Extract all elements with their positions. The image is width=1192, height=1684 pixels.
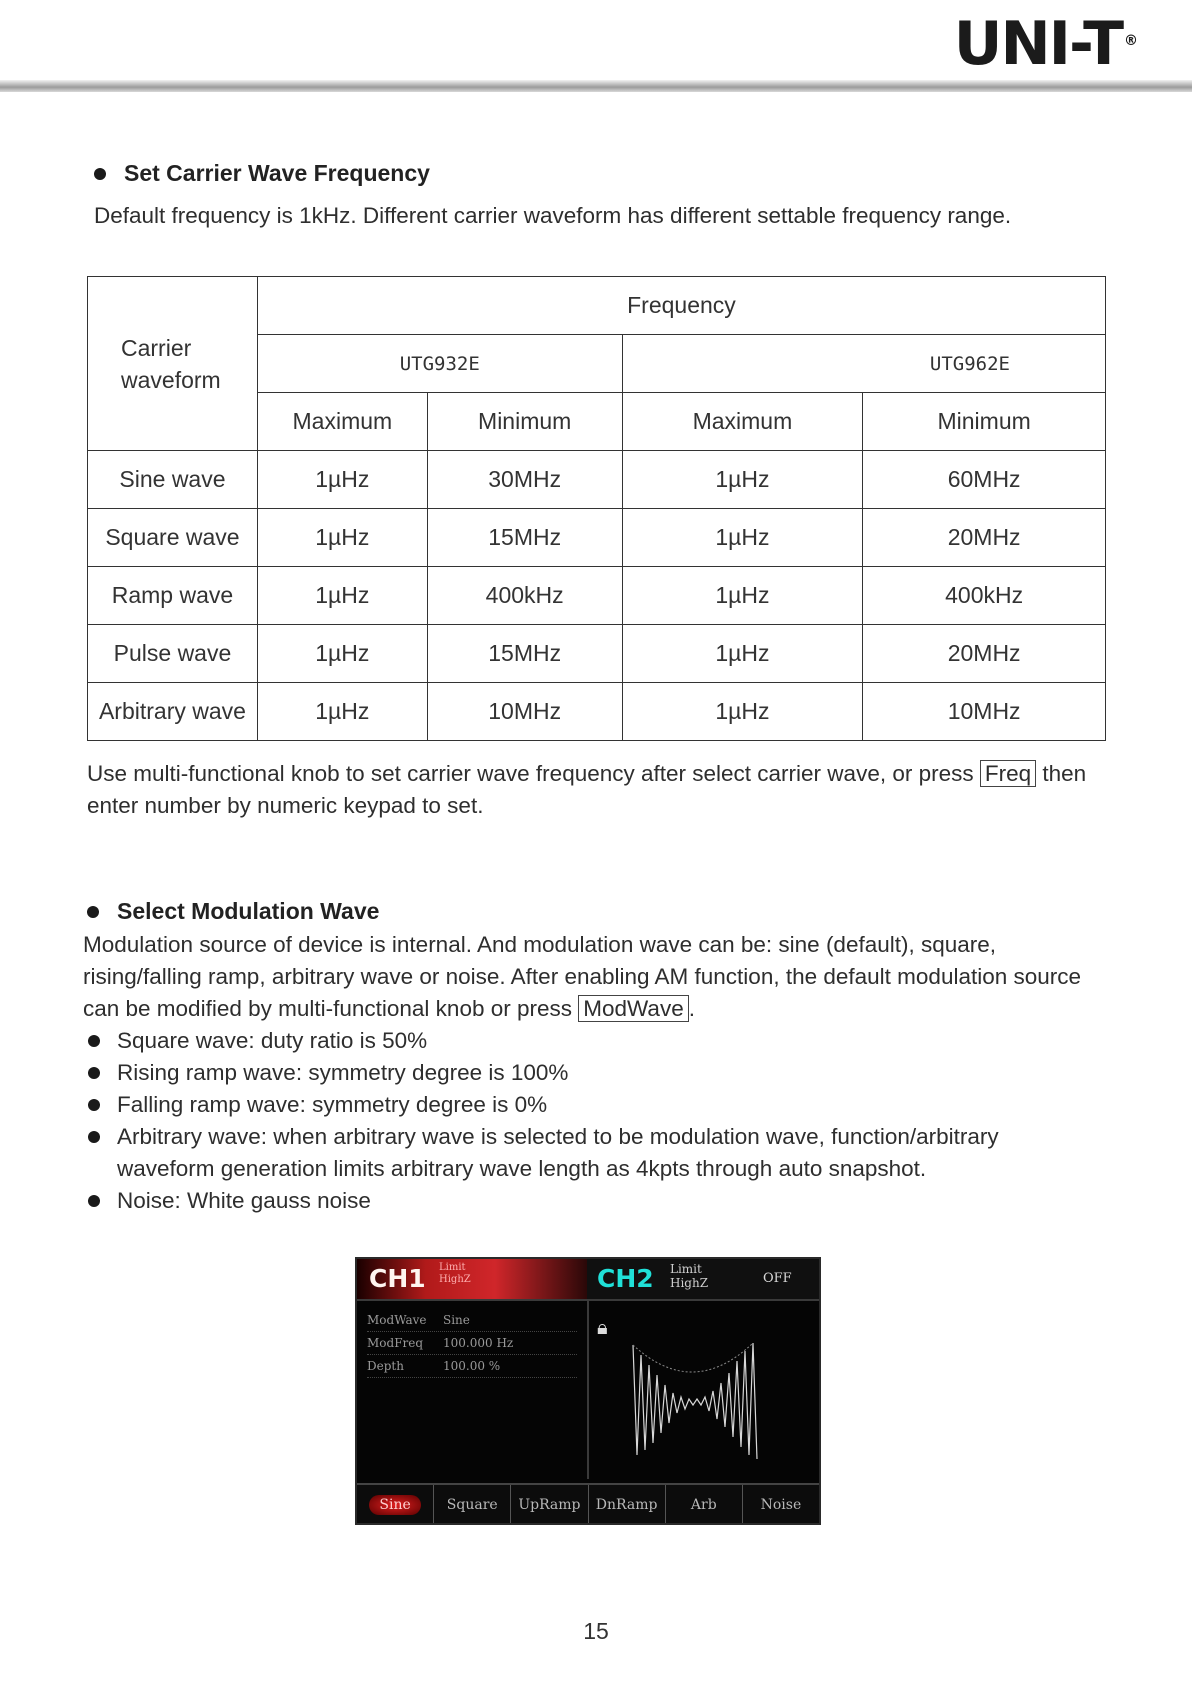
softkey-square[interactable]: Square — [434, 1485, 511, 1525]
subheader-maximum: Maximum — [622, 393, 863, 451]
value-cell: 20MHz — [863, 509, 1106, 567]
param-row: ModFreq 100.000 Hz — [367, 1332, 577, 1355]
modulation-params — [367, 1309, 577, 1378]
value-cell: 1µHz — [257, 451, 427, 509]
registered-mark: ® — [1124, 33, 1138, 49]
list-item: Arbitrary wave: when arbitrary wave is selected to be modulation wave, function/arbitrary waveform generation limits arbitrary wave length as 4kpts through auto snapshot. — [86, 1121, 1086, 1185]
bullet-icon — [94, 168, 106, 180]
softkey-sine[interactable]: Sine — [357, 1485, 434, 1525]
list-item: Square wave: duty ratio is 50% — [86, 1025, 1086, 1057]
value-cell: 1µHz — [622, 683, 863, 741]
carrier-waveform-header: Carrier waveform — [88, 277, 258, 451]
subheader-maximum: Maximum — [257, 393, 427, 451]
subheader-minimum: Minimum — [863, 393, 1106, 451]
lock-icon: 🔒︎ — [597, 1315, 608, 1339]
frequency-range-table — [87, 276, 1106, 741]
freq-key: Freq — [980, 760, 1036, 787]
table-row — [88, 683, 1106, 741]
freq-instruction: Use multi-functional knob to set carrier wave frequency after select carrier wave, or press Freq then enter number by numeric keypad to set. — [87, 761, 1087, 818]
value-cell: 10MHz — [863, 683, 1106, 741]
value-cell: 1µHz — [257, 625, 427, 683]
page-number: 15 — [583, 1618, 609, 1644]
ch1-label: CH1 — [369, 1264, 426, 1293]
value-cell: 1µHz — [257, 567, 427, 625]
list-item: Noise: White gauss noise — [86, 1185, 1086, 1217]
value-cell: 10MHz — [427, 683, 622, 741]
value-cell: 1µHz — [622, 509, 863, 567]
value-cell: 1µHz — [257, 509, 427, 567]
section-heading-carrier-frequency: Set Carrier Wave Frequency — [94, 160, 430, 187]
waveform-cell: Arbitrary wave — [88, 683, 258, 741]
waveform-cell: Pulse wave — [88, 625, 258, 683]
value-cell: 1µHz — [257, 683, 427, 741]
modwave-key: ModWave — [578, 995, 688, 1022]
ch2-output-state: OFF — [763, 1271, 792, 1286]
table-row — [88, 451, 1106, 509]
modulation-envelope — [633, 1343, 753, 1372]
waveform-cell: Sine wave — [88, 451, 258, 509]
value-cell: 1µHz — [622, 567, 863, 625]
header-rule — [0, 80, 1192, 92]
bullet-icon — [87, 906, 99, 918]
list-item: Falling ramp wave: symmetry degree is 0% — [86, 1089, 1086, 1121]
modulation-wave-list — [86, 1025, 1086, 1217]
value-cell: 15MHz — [427, 625, 622, 683]
channel-status-bar — [357, 1259, 819, 1301]
value-cell: 400kHz — [863, 567, 1106, 625]
list-item: Rising ramp wave: symmetry degree is 100% — [86, 1057, 1086, 1089]
ch2-limit: Limit HighZ — [670, 1262, 709, 1290]
value-cell: 15MHz — [427, 509, 622, 567]
am-waveform-display — [593, 1305, 813, 1481]
device-screen — [355, 1257, 821, 1525]
value-cell: 1µHz — [622, 451, 863, 509]
value-cell: 60MHz — [863, 451, 1106, 509]
value-cell: 1µHz — [622, 625, 863, 683]
model-header-utg962e: UTG962E — [622, 335, 1105, 393]
softkey-bar — [357, 1483, 819, 1525]
carrier-frequency-intro: Default frequency is 1kHz. Different carrier waveform has different settable frequency range. — [94, 203, 1012, 228]
section-heading-modulation-wave: Select Modulation Wave — [87, 898, 379, 925]
ch2-label: CH2 — [597, 1264, 654, 1293]
modulation-intro: Modulation source of device is internal. And modulation wave can be: sine (default), square, rising/falling ramp, arbitrary wave or noise. After enabling AM function, the default modulation source can be modified by multi-functional knob or press ModWave . — [83, 932, 1082, 1021]
value-cell: 20MHz — [863, 625, 1106, 683]
uni-t-logo: UNI-T ® — [953, 9, 1138, 79]
table-row — [88, 625, 1106, 683]
frequency-header: Frequency — [257, 277, 1105, 335]
value-cell: 30MHz — [427, 451, 622, 509]
param-row: Depth 100.00 % — [367, 1355, 577, 1378]
softkey-noise[interactable]: Noise — [760, 1497, 802, 1513]
subheader-minimum: Minimum — [427, 393, 622, 451]
param-row: ModWave Sine — [367, 1309, 577, 1332]
softkey-dnramp[interactable]: DnRamp — [589, 1485, 666, 1525]
table-row — [88, 567, 1106, 625]
waveform-cell: Ramp wave — [88, 567, 258, 625]
ch1-limit: Limit HighZ — [439, 1262, 471, 1285]
softkey-upramp[interactable]: UpRamp — [511, 1485, 588, 1525]
waveform-cell: Square wave — [88, 509, 258, 567]
screen-divider — [587, 1301, 589, 1479]
table-row — [88, 509, 1106, 567]
modulated-waveform — [633, 1343, 757, 1459]
softkey-arb[interactable]: Arb — [666, 1485, 743, 1525]
model-header-utg932e: UTG932E — [257, 335, 622, 393]
value-cell: 400kHz — [427, 567, 622, 625]
